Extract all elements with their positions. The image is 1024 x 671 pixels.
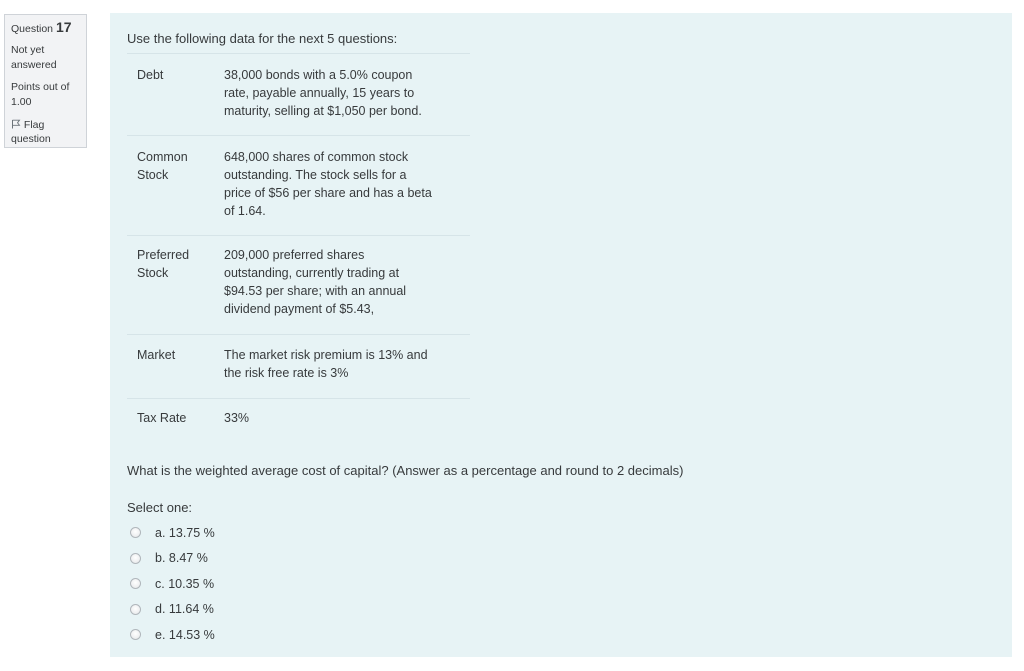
answer-option-c[interactable]: c. 10.35 % xyxy=(127,571,215,597)
question-number: Question 17 xyxy=(11,19,72,35)
question-intro: Use the following data for the next 5 questions: xyxy=(127,31,398,46)
radio-button[interactable] xyxy=(130,629,141,640)
answer-option-e[interactable]: e. 14.53 % xyxy=(127,622,215,648)
radio-button[interactable] xyxy=(130,553,141,564)
question-content xyxy=(110,13,1012,657)
flag-question-button[interactable]: Flag question xyxy=(11,119,51,145)
flag-icon xyxy=(11,119,21,129)
table-row xyxy=(127,236,470,335)
row-value: 209,000 preferred shares outstanding, currently trading at $94.53 per share; with an annual dividend payment of $5.43, xyxy=(224,236,470,335)
table-row xyxy=(127,335,470,399)
row-label: Preferred Stock xyxy=(127,236,224,335)
row-value: 33% xyxy=(224,399,470,439)
row-value: 38,000 bonds with a 5.0% coupon rate, payable annually, 15 years to maturity, selling at $1,050 per bond. xyxy=(224,54,470,136)
data-table xyxy=(127,53,470,439)
row-label: Tax Rate xyxy=(127,399,224,439)
row-label: Market xyxy=(127,335,224,399)
radio-button[interactable] xyxy=(130,578,141,589)
answer-option-d[interactable]: d. 11.64 % xyxy=(127,597,215,623)
table-row xyxy=(127,399,470,439)
answer-option-b[interactable]: b. 8.47 % xyxy=(127,546,215,572)
answer-options xyxy=(127,520,215,648)
row-label: Common Stock xyxy=(127,136,224,236)
question-grade: Points out of 1.00 xyxy=(11,81,70,108)
question-info-panel xyxy=(4,14,87,148)
radio-button[interactable] xyxy=(130,527,141,538)
answer-option-a[interactable]: a. 13.75 % xyxy=(127,520,215,546)
row-value: 648,000 shares of common stock outstanding. The stock sells for a price of $56 per share and has a beta of 1.64. xyxy=(224,136,470,236)
table-row xyxy=(127,136,470,236)
table-row xyxy=(127,54,470,136)
question-text: What is the weighted average cost of capital? (Answer as a percentage and round to 2 decimals) xyxy=(127,463,684,478)
row-value: The market risk premium is 13% and the risk free rate is 3% xyxy=(224,335,470,399)
row-label: Debt xyxy=(127,54,224,136)
select-one-prompt: Select one: xyxy=(127,500,193,515)
radio-button[interactable] xyxy=(130,604,141,615)
question-state: Not yet answered xyxy=(11,44,57,71)
